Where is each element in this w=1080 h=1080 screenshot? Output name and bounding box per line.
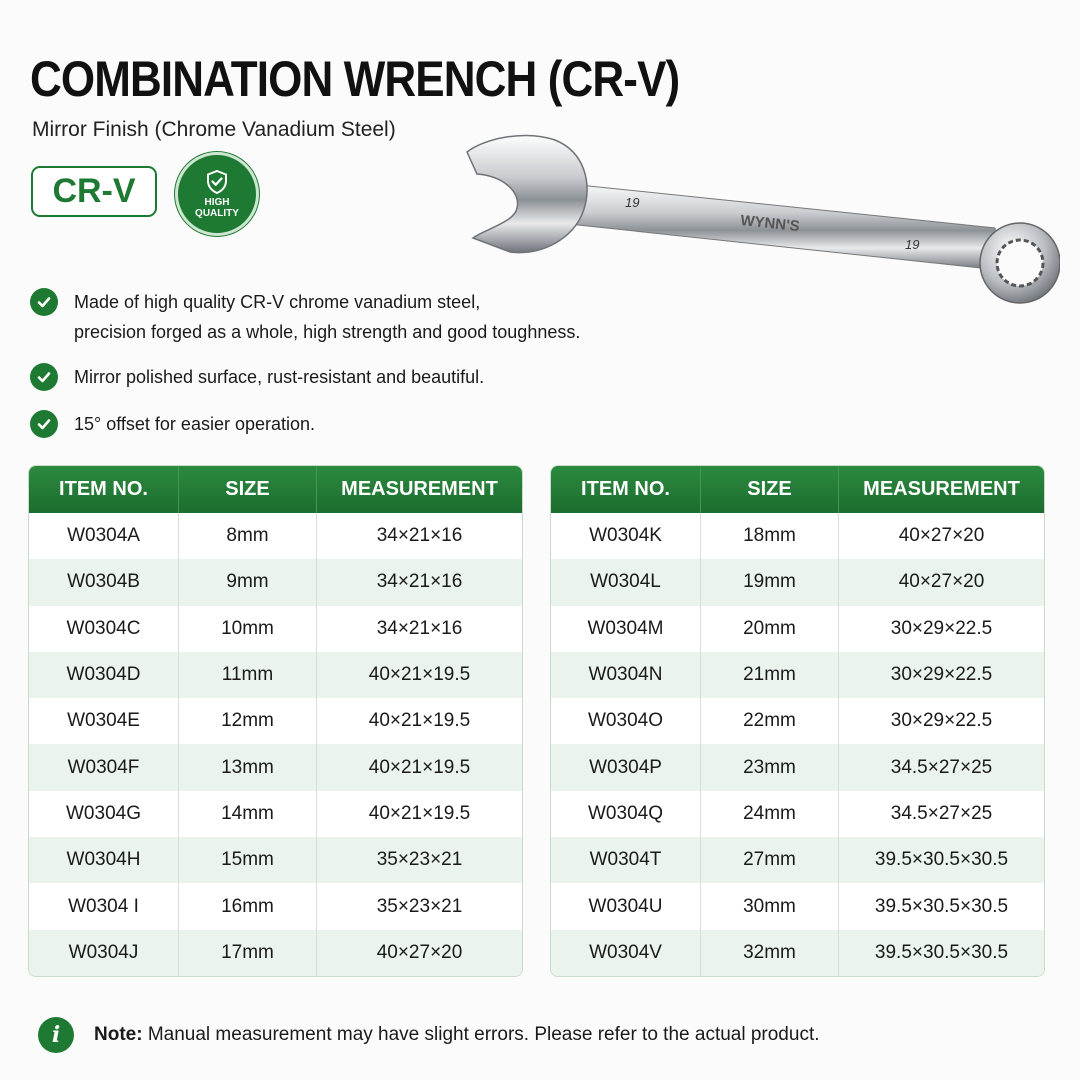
cell-size: 20mm [701,606,839,652]
cell-measurement: 39.5×30.5×30.5 [874,941,1009,963]
cell-item-no: W0304Q [551,791,701,837]
table-row [551,791,1044,837]
cell-item-no: W0304E [29,698,179,744]
cell-item-no: W0304K [551,513,701,559]
cell-measurement: 34×21×16 [376,525,463,547]
cell-measurement: 40×27×20 [376,941,463,963]
wrench-brand-mark: WYNN'S [739,212,801,236]
cell-size: 30mm [701,883,839,929]
cell-measurement: 40×21×19.5 [368,710,471,732]
cell-item-no: W0304U [551,883,701,929]
check-circle-icon [30,288,58,316]
cell-measurement: 30×29×22.5 [890,617,993,639]
page-subtitle: Mirror Finish (Chrome Vanadium Steel) [32,118,396,141]
table-body [29,513,522,976]
column-header-size: SIZE [179,466,317,513]
cell-item-no: W0304 I [29,883,179,929]
cell-measurement: 34×21×16 [376,571,463,593]
cell-item-no: W0304F [29,744,179,790]
cell-item-no: W0304T [551,837,701,883]
cell-item-no: W0304D [29,652,179,698]
cell-item-no: W0304G [29,791,179,837]
cell-item-no: W0304O [551,698,701,744]
cell-size: 8mm [179,513,317,559]
cell-size: 27mm [701,837,839,883]
size-table-left [28,465,523,977]
cell-size: 19mm [701,559,839,605]
check-circle-icon [30,363,58,391]
table-row [551,883,1044,929]
cell-size: 14mm [179,791,317,837]
cell-size: 18mm [701,513,839,559]
cell-size: 21mm [701,652,839,698]
table-row [29,791,522,837]
feature-item: Made of high quality CR-V chrome vanadium steel, precision forged as a whole, high strength and good toughness. [30,287,580,347]
cell-size: 16mm [179,883,317,929]
cell-size: 13mm [179,744,317,790]
note-text: Note: Manual measurement may have slight errors. Please refer to the actual product. [94,1024,820,1045]
cell-measurement: 34×21×16 [376,617,463,639]
cell-measurement: 39.5×30.5×30.5 [874,849,1009,871]
table-row [29,513,522,559]
table-row [551,606,1044,652]
table-row [551,513,1044,559]
table-row [29,883,522,929]
cell-size: 15mm [179,837,317,883]
cell-size: 12mm [179,698,317,744]
shield-check-icon [205,169,229,195]
feature-item: Mirror polished surface, rust-resistant and beautiful. [30,362,484,392]
cell-size: 11mm [179,652,317,698]
table-row [551,652,1044,698]
cell-measurement: 40×21×19.5 [368,802,471,824]
cell-size: 23mm [701,744,839,790]
wrench-size-mark: 19 [905,237,920,252]
table-row [29,606,522,652]
cell-size: 10mm [179,606,317,652]
column-header-measurement: MEASUREMENT [863,478,1020,500]
cell-size: 24mm [701,791,839,837]
table-row [29,930,522,976]
note [38,1017,820,1053]
table-header [551,466,1044,513]
cell-measurement: 40×27×20 [898,571,985,593]
table-row [29,744,522,790]
cell-item-no: W0304M [551,606,701,652]
cell-measurement: 34.5×27×25 [890,802,993,824]
table-header [29,466,522,513]
cell-item-no: W0304L [551,559,701,605]
page-title: COMBINATION WRENCH (CR-V) [30,51,680,107]
cell-measurement: 35×23×21 [376,849,463,871]
cell-item-no: W0304N [551,652,701,698]
table-row [29,652,522,698]
cell-measurement: 34.5×27×25 [890,756,993,778]
cell-measurement: 35×23×21 [376,895,463,917]
table-row [29,698,522,744]
cell-item-no: W0304B [29,559,179,605]
cell-item-no: W0304A [29,513,179,559]
table-row [29,559,522,605]
table-body [551,513,1044,976]
cell-measurement: 40×27×20 [898,525,985,547]
cell-measurement: 30×29×22.5 [890,710,993,732]
table-row [551,837,1044,883]
cell-item-no: W0304C [29,606,179,652]
cell-measurement: 40×21×19.5 [368,664,471,686]
crv-badge: CR-V [31,166,157,217]
wrench-size-mark: 19 [625,195,640,210]
cell-item-no: W0304J [29,930,179,976]
cell-item-no: W0304H [29,837,179,883]
cell-size: 17mm [179,930,317,976]
cell-item-no: W0304P [551,744,701,790]
table-row [551,698,1044,744]
table-row [551,744,1044,790]
cell-size: 32mm [701,930,839,976]
column-header-size: SIZE [701,466,839,513]
cell-size: 9mm [179,559,317,605]
table-row [551,930,1044,976]
cell-measurement: 39.5×30.5×30.5 [874,895,1009,917]
column-header-measurement: MEASUREMENT [341,478,498,500]
cell-item-no: W0304V [551,930,701,976]
high-quality-label: HIGH QUALITY [195,197,239,219]
info-icon: i [38,1017,74,1053]
high-quality-seal [175,152,259,236]
cell-measurement: 40×21×19.5 [368,756,471,778]
table-row [551,559,1044,605]
check-circle-icon [30,410,58,438]
column-header-item: ITEM NO. [551,466,701,513]
column-header-item: ITEM NO. [29,466,179,513]
cell-measurement: 30×29×22.5 [890,664,993,686]
cell-size: 22mm [701,698,839,744]
feature-item: 15° offset for easier operation. [30,409,315,439]
table-row [29,837,522,883]
size-table-right [550,465,1045,977]
